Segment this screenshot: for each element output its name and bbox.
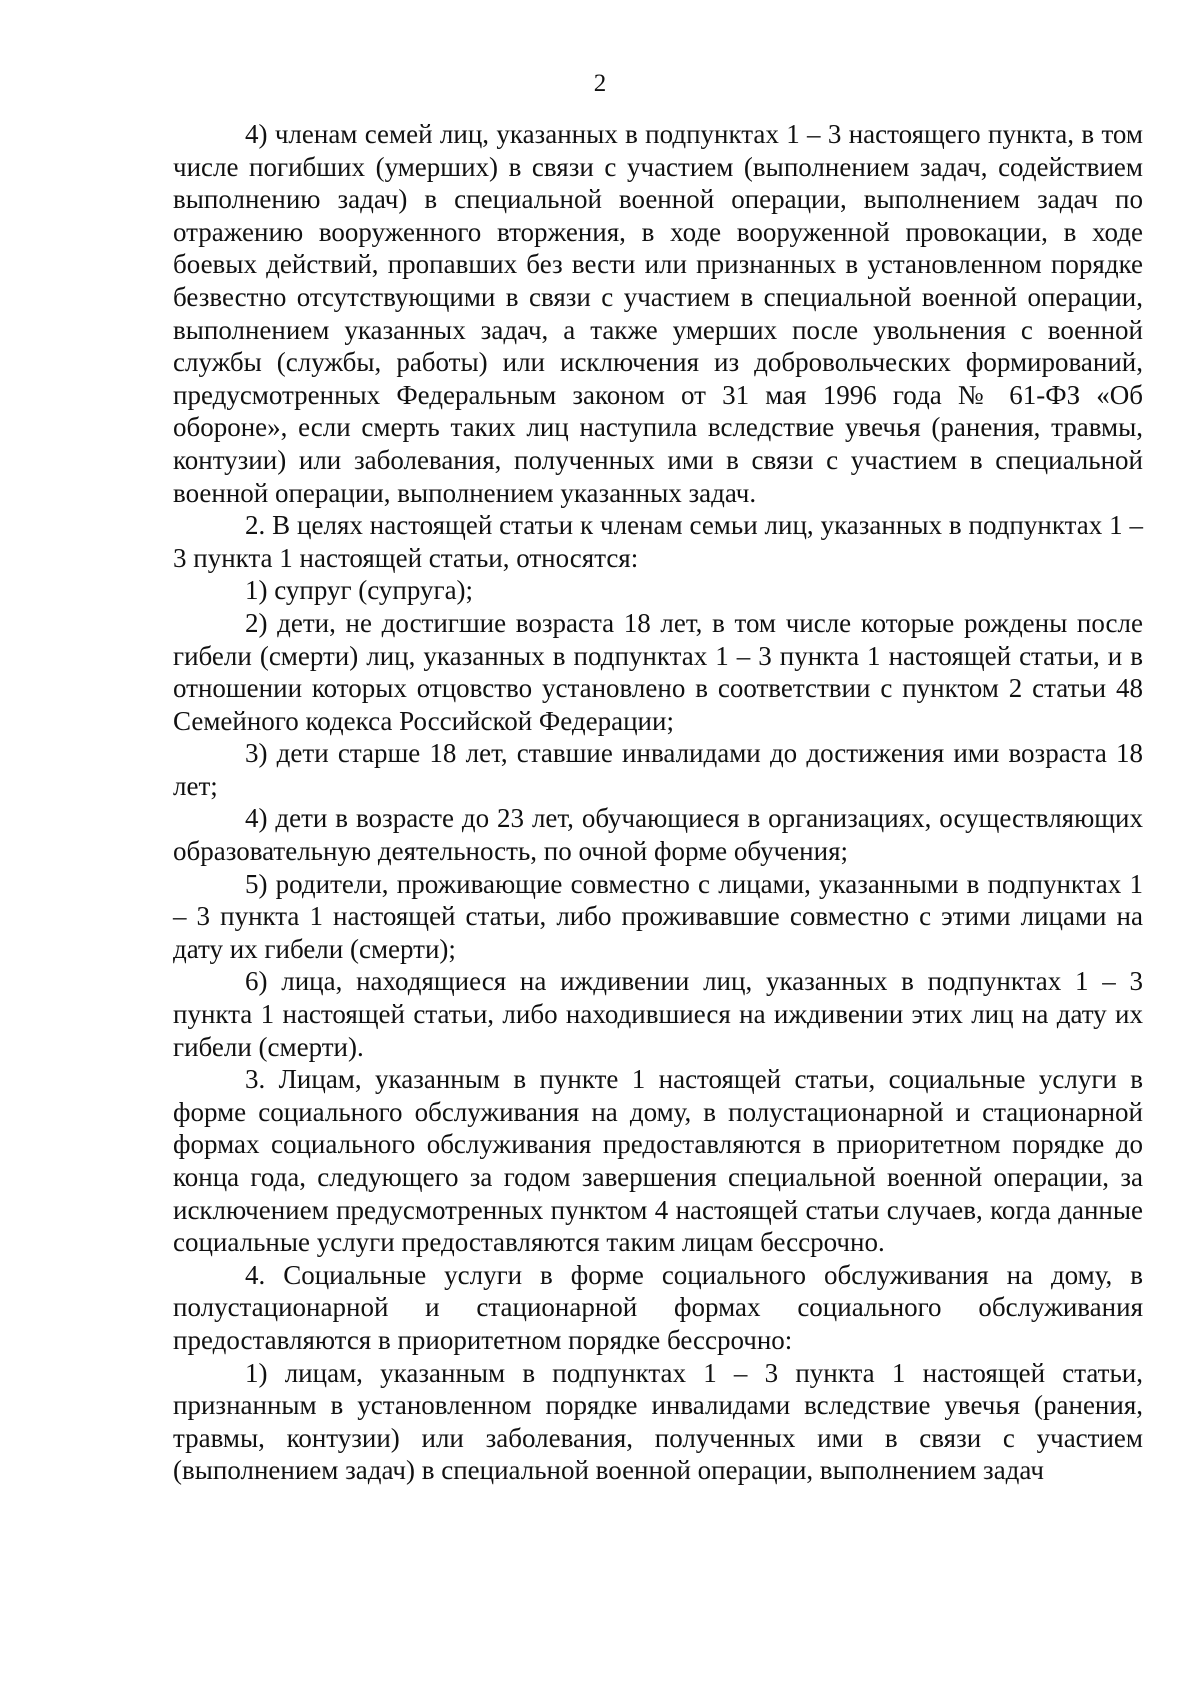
paragraph-subitem-4-students: 4) дети в возрасте до 23 лет, обучающиеся в организациях, осуществляющих образовательную деятельность, по очной форме обучения;: [173, 803, 1143, 867]
paragraph-subitem-4-family-members: 4) членам семей лиц, указанных в подпунктах 1 – 3 настоящего пункта, в том числе погибших (умерших) в связи с участием (выполнением задач, содействием выполнению задач) в специальной военной операции, выполнением задач по отражению вооруженного вторжения, в ходе вооруженной провокации, в ходе боевых действий, пропавших без вести или признанных в установленном порядке безвестно отсутствующими в связи с участием в специальной военной операции, выполнением указанных задач, а также умерших после увольнения с военной службы (службы, работы) или исключения из добровольческих формирований, предусмотренных Федеральным законом от 31 мая 1996 года № 61-ФЗ «Об обороне», если смерть таких лиц наступила вследствие увечья (ранения, травмы, контузии) или заболевания, полученных ими в связи с участием в специальной военной операции, выполнением указанных задач.: [173, 119, 1143, 508]
page-number: 2: [593, 70, 607, 97]
document-body: [173, 118, 1143, 1487]
paragraph-item-3: 3. Лицам, указанным в пункте 1 настоящей статьи, социальные услуги в форме социального обслуживания на дому, в полустационарной и стационарной формах социального обслуживания предоставляются в приоритетном порядке до конца года, следующего за годом завершения специальной военной операции, за исключением предусмотренных пунктом 4 настоящей статьи случаев, когда данные социальные услуги предоставляются таким лицам бессрочно.: [173, 1064, 1143, 1258]
paragraph-subitem-6-dependents: 6) лица, находящиеся на иждивении лиц, указанных в подпунктах 1 – 3 пункта 1 настоящей статьи, либо находившиеся на иждивении этих лиц на дату их гибели (смерти).: [173, 966, 1143, 1062]
paragraph-subitem-3-disabled-children: 3) дети старше 18 лет, ставшие инвалидами до достижения ими возраста 18 лет;: [173, 738, 1143, 801]
paragraph-item-2: 2. В целях настоящей статьи к членам семьи лиц, указанных в подпунктах 1 – 3 пункта 1 настоящей статьи, относятся:: [173, 510, 1143, 573]
paragraph-subitem-2-children: 2) дети, не достигшие возраста 18 лет, в том числе которые рождены после гибели (смерти) лиц, указанных в подпунктах 1 – 3 пункта 1 настоящей статьи, и в отношении которых отцовство установлено в соответствии с пунктом 2 статьи 48 Семейного кодекса Российской Федерации;: [173, 607, 1143, 736]
paragraph-subitem-1-spouse: 1) супруг (супруга);: [245, 575, 474, 606]
paragraph-item-4: 4. Социальные услуги в форме социального обслуживания на дому, в полустационарной и стационарной формах социального обслуживания предоставляются в приоритетном порядке бессрочно:: [173, 1259, 1143, 1355]
paragraph-subitem-5-parents: 5) родители, проживающие совместно с лицами, указанными в подпунктах 1 – 3 пункта 1 настоящей статьи, либо проживавшие совместно с этими лицами на дату их гибели (смерти);: [173, 868, 1143, 964]
paragraph-item-4-subitem-1: 1) лицам, указанным в подпунктах 1 – 3 пункта 1 настоящей статьи, признанным в установленном порядке инвалидами вследствие увечья (ранения, травмы, контузии) или заболевания, полученных ими в связи с участием (выполнением задач) в специальной военной операции, выполнением задач: [173, 1357, 1143, 1486]
